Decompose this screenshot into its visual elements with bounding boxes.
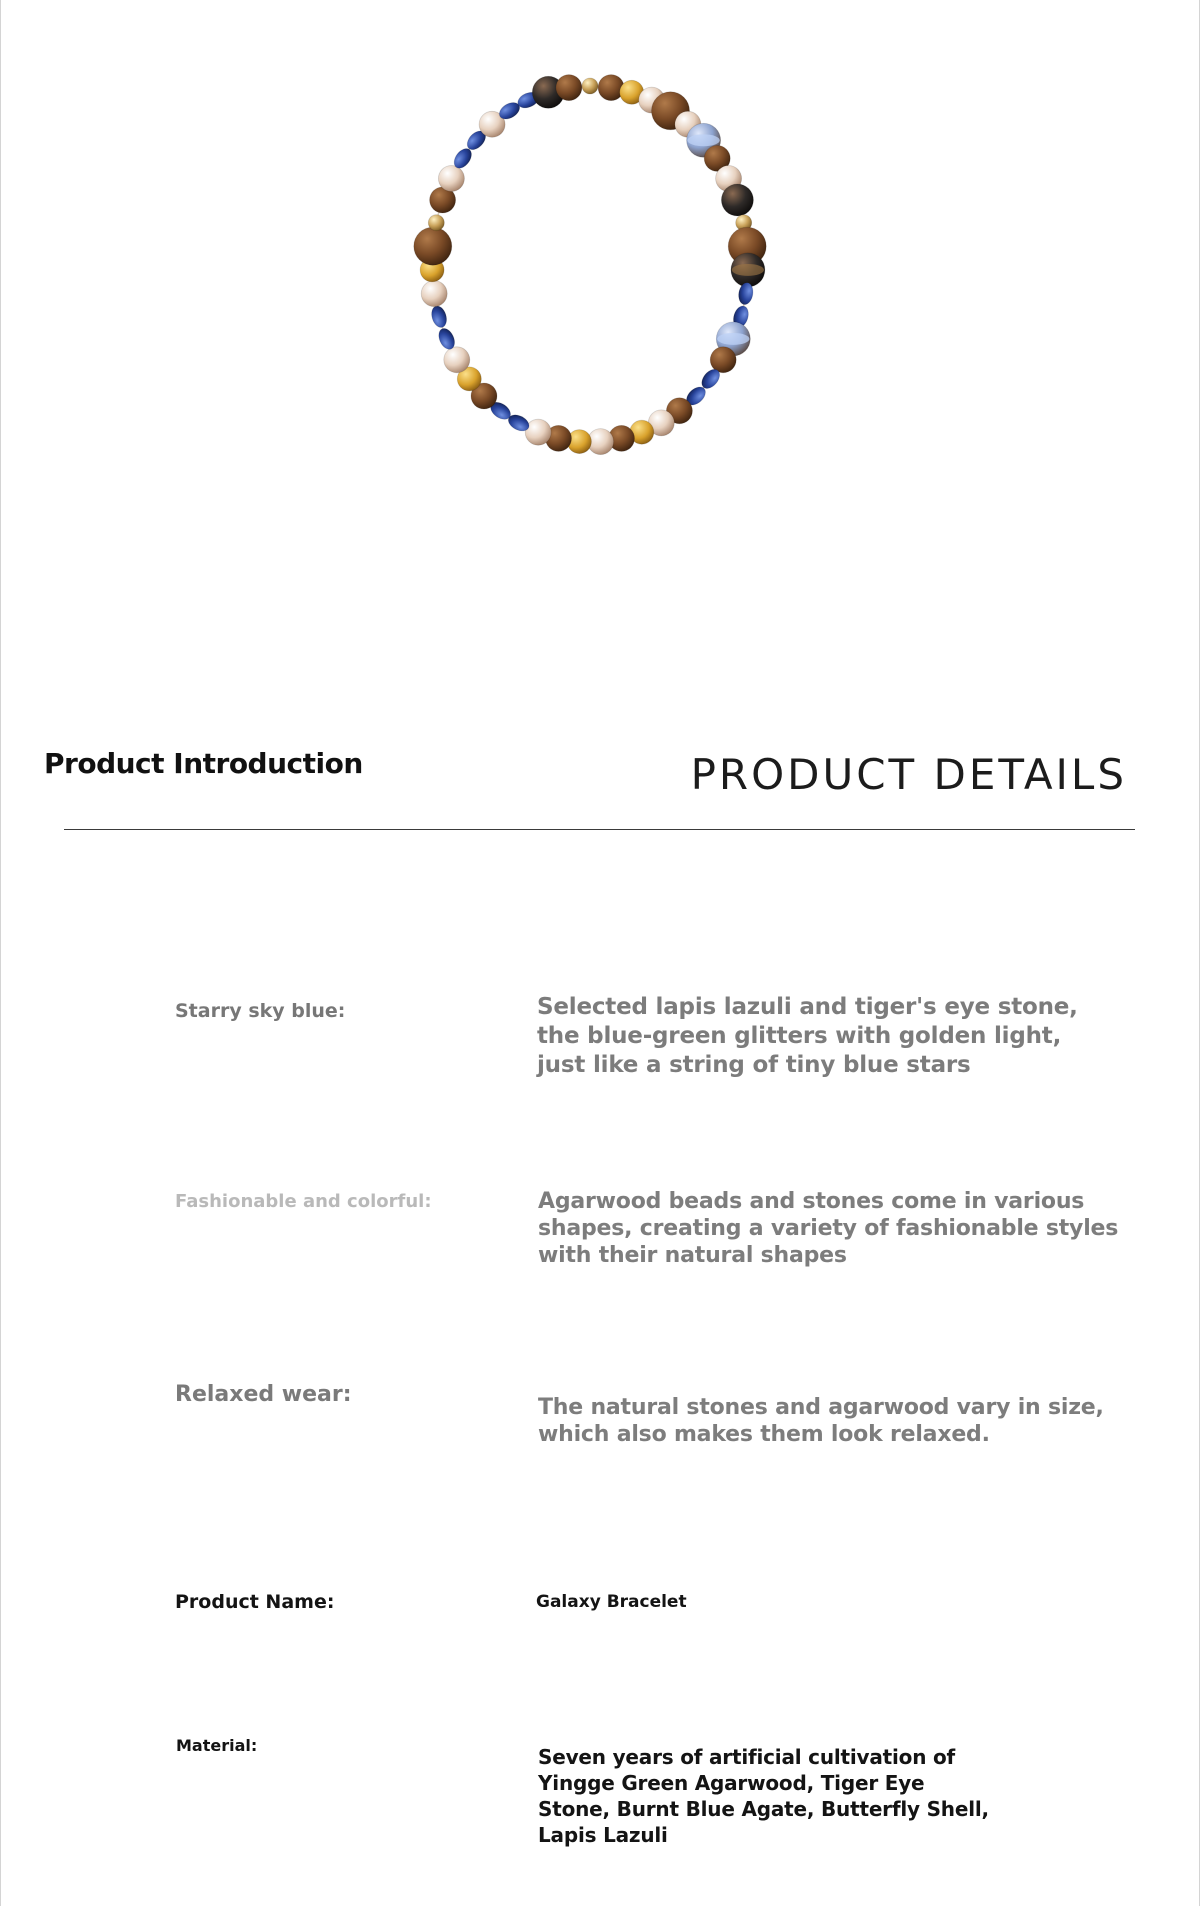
feature-description-line: Agarwood beads and stones come in various [538, 1189, 1085, 1214]
header-divider [64, 829, 1135, 830]
bracelet-product-image [360, 30, 840, 520]
page-border-left [0, 0, 1, 1906]
bracelet-bead-band [717, 333, 749, 345]
bracelet-bead [428, 215, 444, 231]
bracelet-bead-band [732, 264, 764, 276]
feature-description-line: the blue-green glitters with golden light, [537, 1023, 1062, 1049]
bracelet-bead [582, 78, 598, 94]
feature-description-line: just like a string of tiny blue stars [537, 1052, 971, 1078]
material-label: Material: [176, 1736, 258, 1755]
bracelet-bead [721, 184, 753, 216]
bracelet-bead-band [687, 134, 719, 146]
feature-label-starry-sky-blue: Starry sky blue: [175, 1000, 346, 1022]
feature-description-line: Selected lapis lazuli and tiger's eye stone, [537, 994, 1078, 1020]
product-details-heading: PRODUCT DETAILS [690, 750, 1127, 799]
material-value-line: Seven years of artificial cultivation of [538, 1745, 956, 1769]
material-value-line: Stone, Burnt Blue Agate, Butterfly Shell, [538, 1797, 989, 1821]
feature-description-line: shapes, creating a variety of fashionable styles [538, 1216, 1119, 1241]
bracelet-bead [429, 304, 449, 329]
bracelet-bead [525, 419, 551, 445]
bracelet-bead [556, 75, 582, 101]
bracelet-bead [438, 166, 464, 192]
bracelet-bead [421, 281, 447, 307]
feature-description-starry-sky-blue [537, 993, 1078, 1080]
feature-description-line: with their natural shapes [538, 1243, 847, 1268]
feature-description-relaxed-wear [538, 1394, 1104, 1448]
feature-description-fashionable-and-colorful [538, 1188, 1118, 1269]
feature-description-line: which also makes them look relaxed. [538, 1422, 990, 1447]
bracelet-bead [414, 227, 452, 265]
product-name-label: Product Name: [175, 1591, 335, 1613]
product-name-value: Galaxy Bracelet [536, 1592, 687, 1612]
material-value [538, 1744, 989, 1848]
bracelet-bead [710, 347, 736, 373]
feature-label-fashionable-and-colorful: Fashionable and colorful: [175, 1191, 432, 1212]
feature-description-line: The natural stones and agarwood vary in size, [538, 1395, 1104, 1420]
feature-label-relaxed-wear: Relaxed wear: [175, 1382, 352, 1407]
material-value-line: Yingge Green Agarwood, Tiger Eye [538, 1771, 925, 1795]
material-value-line: Lapis Lazuli [538, 1823, 668, 1847]
bracelet-bead [444, 347, 470, 373]
product-introduction-heading: Product Introduction [44, 747, 363, 780]
